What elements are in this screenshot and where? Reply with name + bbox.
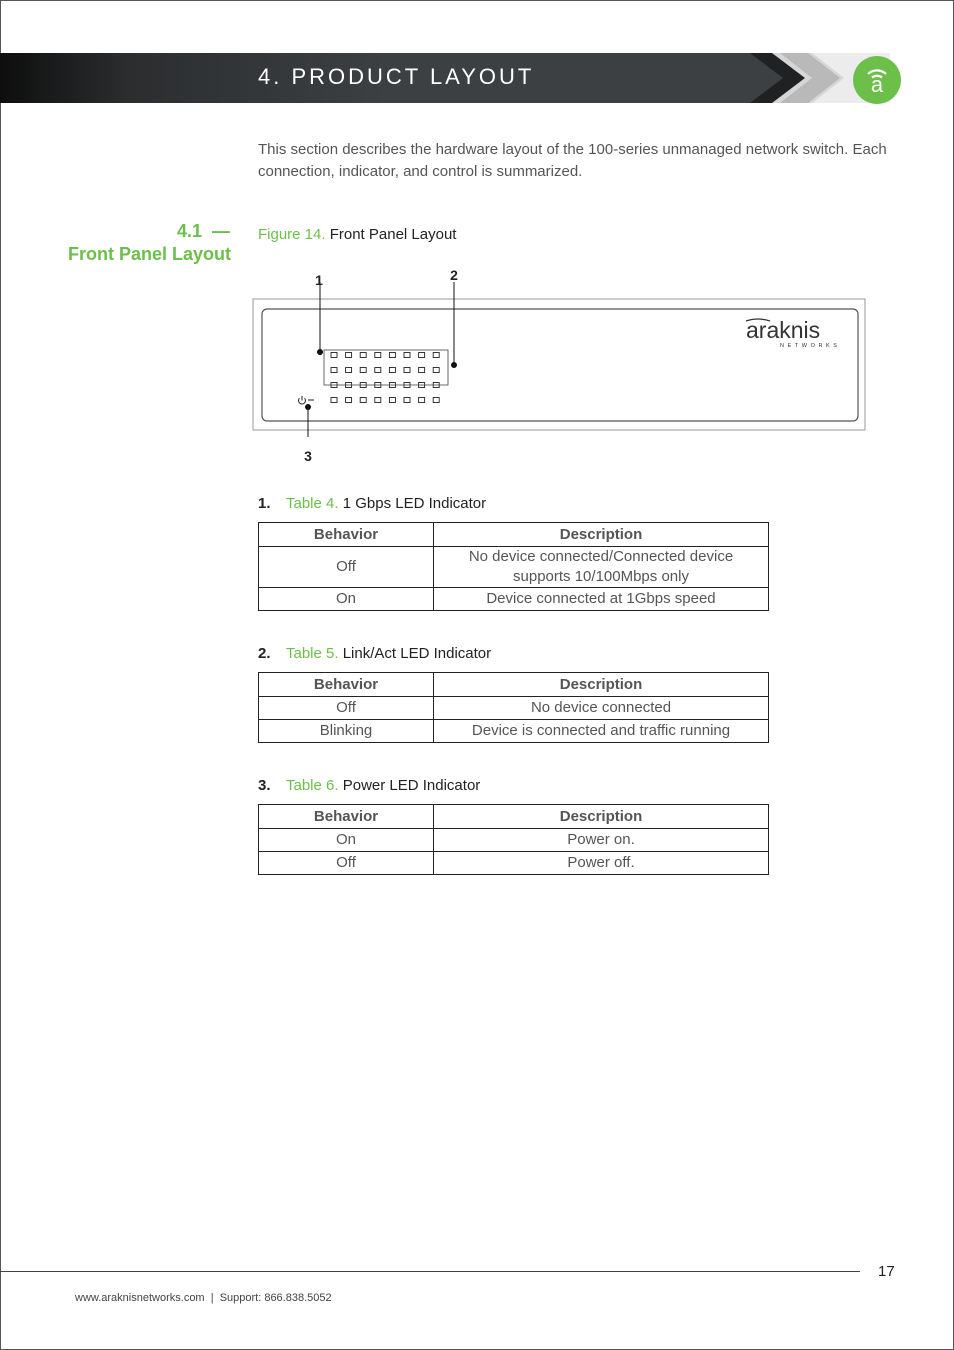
led-indicator <box>360 398 366 403</box>
table-cell: Off <box>259 852 434 875</box>
table-cell: Device connected at 1Gbps speed <box>434 588 769 611</box>
led-indicator <box>404 353 410 358</box>
footer-support: Support: 866.838.5052 <box>219 1292 332 1304</box>
led-indicator <box>389 353 395 358</box>
table-row <box>259 697 769 720</box>
led-indicator <box>375 353 381 358</box>
column-header: Behavior <box>259 673 434 697</box>
table-title: 1 Gbps LED Indicator <box>342 495 487 512</box>
table-row <box>259 852 769 875</box>
table-caption <box>258 777 480 794</box>
table-cell: Off <box>259 547 434 588</box>
table-caption <box>258 645 491 662</box>
led-indicator <box>404 368 410 373</box>
table-number: 2. <box>258 645 271 662</box>
led-indicator <box>419 353 425 358</box>
table-cell: Power on. <box>434 829 769 852</box>
callout-dot-1 <box>317 349 323 355</box>
indicator-table <box>258 804 769 875</box>
table-row <box>259 588 769 611</box>
column-header: Behavior <box>259 805 434 829</box>
section-number: 4.1 — <box>176 221 230 241</box>
led-indicator <box>389 368 395 373</box>
table-number: 1. <box>258 495 271 512</box>
led-indicator <box>346 398 352 403</box>
led-indicator <box>375 368 381 373</box>
footer-website[interactable]: www.araknisnetworks.com <box>75 1292 205 1304</box>
led-indicator <box>375 398 381 403</box>
svg-text:NETWORKS: NETWORKS <box>780 343 841 349</box>
table-caption <box>258 495 486 512</box>
callout-dot-3 <box>305 404 311 410</box>
led-indicator <box>360 368 366 373</box>
led-indicator <box>331 368 337 373</box>
table-cell: Device is connected and traffic running <box>434 720 769 743</box>
table-row <box>259 829 769 852</box>
footer-rule <box>0 1271 860 1272</box>
svg-text:araknis: araknis <box>746 317 821 343</box>
table-cell: Power off. <box>434 852 769 875</box>
table-title: Power LED Indicator <box>342 777 481 794</box>
table-label: Table 6. <box>286 777 339 794</box>
column-header: Description <box>434 805 769 829</box>
table-header-row <box>259 523 769 547</box>
table-number: 3. <box>258 777 271 794</box>
led-indicator <box>346 353 352 358</box>
led-indicator <box>433 398 439 403</box>
indicator-table <box>258 522 769 611</box>
led-indicator <box>404 398 410 403</box>
led-indicator <box>419 398 425 403</box>
led-indicator <box>389 398 395 403</box>
led-indicator <box>433 353 439 358</box>
column-header: Description <box>434 523 769 547</box>
led-indicator <box>433 368 439 373</box>
callout-dot-2 <box>451 362 457 368</box>
intro-paragraph: This section describes the hardware layout of the 100-series unmanaged network switch. Each connection, indicator, and control is summarized. <box>258 141 887 180</box>
indicator-table <box>258 672 769 743</box>
callout-2: 2 <box>450 267 458 283</box>
page-title: 4. PRODUCT LAYOUT <box>258 64 535 89</box>
table-header-row <box>259 673 769 697</box>
callout-3: 3 <box>304 448 312 464</box>
table-row <box>259 547 769 588</box>
table-label: Table 4. <box>286 495 339 512</box>
figure-title: Front Panel Layout <box>329 226 457 243</box>
table-cell: No device connected/Connected device supports 10/100Mbps only <box>434 547 769 588</box>
table-cell: Off <box>259 697 434 720</box>
column-header: Description <box>434 673 769 697</box>
svg-text:a: a <box>870 72 884 97</box>
araknis-logo-icon <box>853 56 901 104</box>
table-cell: On <box>259 829 434 852</box>
front-panel-diagram <box>250 262 870 472</box>
callout-1: 1 <box>315 272 323 288</box>
led-indicator <box>419 368 425 373</box>
page-number: 17 <box>878 1263 895 1280</box>
led-indicator <box>331 353 337 358</box>
figure-label: Figure 14. <box>258 226 326 243</box>
table-header-row <box>259 805 769 829</box>
table-cell: Blinking <box>259 720 434 743</box>
table-cell: No device connected <box>434 697 769 720</box>
table-row <box>259 720 769 743</box>
section-title: Front Panel Layout <box>67 244 231 264</box>
led-indicator <box>360 353 366 358</box>
table-cell: On <box>259 588 434 611</box>
led-indicator <box>346 368 352 373</box>
figure-caption <box>258 226 456 243</box>
footer-contact: www.araknisnetworks.com | Support: 866.838.5052 <box>75 1292 332 1304</box>
led-indicator <box>331 398 337 403</box>
column-header: Behavior <box>259 523 434 547</box>
table-title: Link/Act LED Indicator <box>342 645 492 662</box>
table-label: Table 5. <box>286 645 339 662</box>
